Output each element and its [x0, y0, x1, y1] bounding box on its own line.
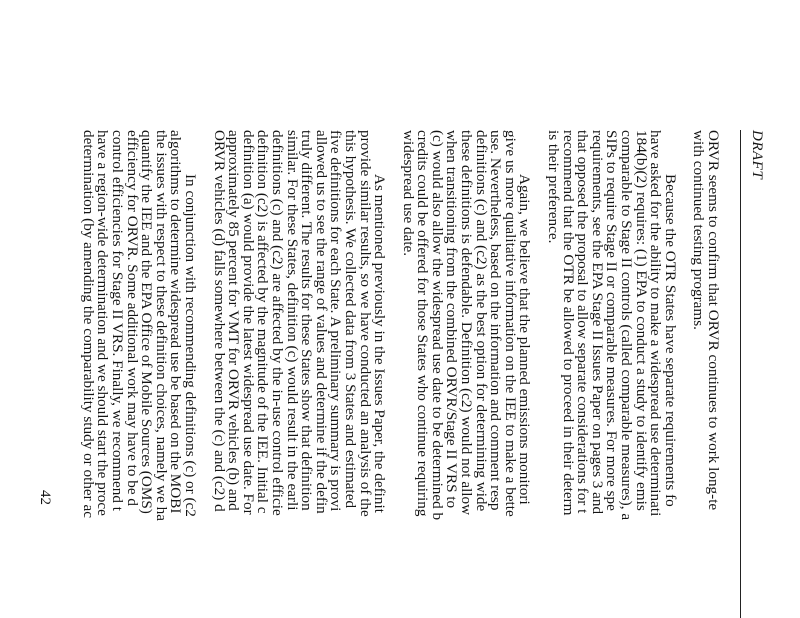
- rotated-document: [5, 0, 765, 618]
- text-line: requirements, see the EPA Stage II Issues Paper on pages 3 and: [588, 130, 606, 515]
- text-line: definition (c2) is affected by the magnitude of the IEE. Initial c: [254, 130, 272, 514]
- text-line: with continued testing programs.: [690, 130, 708, 330]
- text-line: definitions (c) and (c2) as the best option for determining wide: [472, 130, 490, 512]
- text-line: quantify the IEE and the EPA Office of Mobile Sources (OMS): [138, 130, 156, 514]
- text-line: five definitions for each State. A preliminary summary is provi: [327, 130, 345, 512]
- text-line: SIPs to require Stage II or comparable measures. For more spe: [603, 130, 621, 511]
- text-line: is their preference.: [545, 130, 563, 244]
- text-line: As mentioned previously in the Issues Paper, the definit: [371, 174, 389, 513]
- page-number: 42: [37, 490, 53, 505]
- document-body: [80, 130, 720, 618]
- paragraph-4: [210, 130, 389, 618]
- text-line: algorithms to determine widespread use be based on the MOBI: [167, 130, 185, 514]
- text-line: truly different. The results for these States show that definition: [298, 130, 316, 511]
- text-line: credits could be offered for those States who continue requiring: [414, 130, 432, 517]
- text-line: determination (by amending the comparability study or other ac: [79, 130, 97, 519]
- text-line: control efficiencies for Stage II VRS. Finally, we recommend t: [109, 130, 127, 511]
- text-line: efficiency for ORVR. Some additional work may have to be d: [123, 130, 141, 506]
- text-line: use. Nevertheless, based on the information and comment resp: [487, 130, 505, 511]
- paragraph-3: [399, 130, 534, 618]
- text-line: Because the OTR States have separate requirements fo: [661, 174, 679, 507]
- header-rule: [740, 130, 741, 618]
- text-line: provide similar results, so we have conducted an analysis of the: [356, 130, 374, 517]
- paragraph-1: [691, 130, 720, 618]
- text-line: the issues with respect to these definition choices, namely we ha: [152, 130, 170, 521]
- text-line: Again, we believe that the planned emissions monitori: [516, 174, 534, 505]
- text-line: these definitions is defendable. Definition (c2) would not allow: [458, 130, 476, 516]
- paragraph-5: [80, 130, 197, 618]
- text-line: when transitioning from the combined ORVR/Stage II VRS to: [443, 130, 461, 509]
- text-line: similar. For these States, definition (c) would result in the earli: [283, 130, 301, 511]
- text-line: allowed us to see the range of values and determine if the defin: [312, 130, 330, 514]
- text-line: this hypothesis. We collected data from 3 States and estimated: [341, 130, 359, 509]
- text-line: In conjunction with recommending definitions (c) or (c2: [182, 174, 199, 517]
- text-line: comparable to Stage II controls (called comparable measures), a: [618, 130, 636, 521]
- text-line: widespread use date.: [399, 130, 417, 257]
- text-line: have asked for the ability to make a widespread use determinati: [647, 130, 665, 517]
- text-line: approximately 85 percent for VMT for ORVR vehicles (b) and: [225, 130, 243, 511]
- text-line: that opposed the proposal to allow separate considerations for t: [574, 130, 592, 514]
- paragraph-2: [545, 130, 679, 618]
- text-line: (c) would also allow the widespread use date to be determined b: [428, 130, 446, 521]
- text-line: have a region-wide determination and we should start the proce: [94, 130, 112, 516]
- text-line: ORVR vehicles (d) falls somewhere between the (c) and (c2) d: [210, 130, 228, 512]
- text-line: give us more qualitative information on the IEE to make a bette: [501, 130, 519, 517]
- text-line: definitions (c) and (c2) are affected by the in-use control efficie: [268, 130, 286, 516]
- draft-header: DRAFT: [749, 130, 765, 180]
- text-line: 184(b)(2) requires: (1) EPA to conduct a study to identify emis: [632, 130, 650, 511]
- text-line: ORVR seems to confirm that ORVR continues to work long-te: [705, 130, 722, 511]
- text-line: definition (a) would provide the latest widespread use date. For: [239, 130, 257, 515]
- text-line: recommend that the OTR be allowed to proceed in their determ: [559, 130, 577, 516]
